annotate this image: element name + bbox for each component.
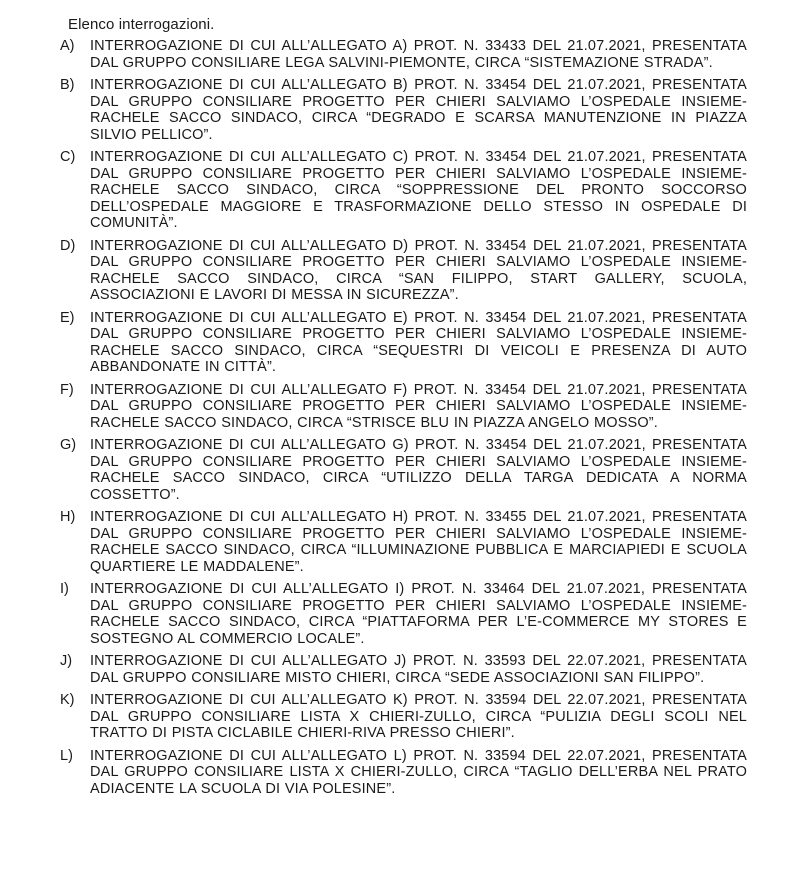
item-text: INTERROGAZIONE DI CUI ALL’ALLEGATO E) PROT. N. 33454 DEL 21.07.2021, PRESENTATA DAL GRUPPO CONSILIARE PROGETTO PER CHIERI SALVIAMO L’OSPEDALE INSIEME-RACHELE SACCO SINDACO, CIRCA “SEQUESTRI DI VEICOLI E PRESENZA DI AUTO ABBANDONATE IN CITTÀ”.: [90, 309, 747, 375]
item-text: INTERROGAZIONE DI CUI ALL’ALLEGATO K) PROT. N. 33594 DEL 22.07.2021, PRESENTATA DAL GRUPPO CONSILIARE LISTA X CHIERI-ZULLO, CIRCA “PULIZIA DEGLI SCOLI NEL TRATTO DI PISTA CICLABILE CHIERI-RIVA PRESSO CHIERI”.: [90, 692, 747, 741]
document-heading: Elenco interrogazioni.: [68, 16, 215, 33]
item-text: INTERROGAZIONE DI CUI ALL’ALLEGATO I) PROT. N. 33464 DEL 21.07.2021, PRESENTATA DAL GRUPPO CONSILIARE PROGETTO PER CHIERI SALVIAMO L’OSPEDALE INSIEME-RACHELE SACCO SINDACO, CIRCA “PIATTAFORMA PER L’E-COMMERCE MY STORES E SOSTEGNO AL COMMERCIO LOCALE”.: [90, 581, 747, 647]
item-marker: A): [60, 38, 75, 54]
item-marker: L): [60, 747, 73, 764]
item-marker: K): [60, 692, 75, 708]
item-marker: C): [60, 149, 76, 165]
list-item: [60, 149, 747, 232]
item-marker: G): [60, 437, 77, 453]
list-item: [60, 653, 747, 686]
item-marker: D): [60, 237, 76, 254]
item-marker: H): [60, 509, 76, 525]
list-item: [60, 509, 747, 575]
list-item: [60, 38, 747, 71]
list-item: [60, 748, 747, 798]
item-text: INTERROGAZIONE DI CUI ALL’ALLEGATO H) PROT. N. 33455 DEL 21.07.2021, PRESENTATA DAL GRUPPO CONSILIARE PROGETTO PER CHIERI SALVIAMO L’OSPEDALE INSIEME-RACHELE SACCO SINDACO, CIRCA “ILLUMINAZIONE PUBBLICA E MARCIAPIEDI E SCUOLA QUARTIERE LE MADDALENE”.: [90, 509, 747, 575]
item-text: INTERROGAZIONE DI CUI ALL’ALLEGATO L) PROT. N. 33594 DEL 22.07.2021, PRESENTATA DAL GRUPPO CONSILIARE LISTA X CHIERI-ZULLO, CIRCA “TAGLIO DELL’ERBA NEL PRATO ADIACENTE LA SCUOLA DI VIA POLESINE”.: [90, 747, 747, 797]
item-marker: F): [60, 381, 74, 398]
list-item: [60, 437, 747, 503]
item-text: INTERROGAZIONE DI CUI ALL’ALLEGATO G) PROT. N. 33454 DEL 21.07.2021, PRESENTATA DAL GRUPPO CONSILIARE PROGETTO PER CHIERI SALVIAMO L’OSPEDALE INSIEME-RACHELE SACCO SINDACO, CIRCA “UTILIZZO DELLA TARGA DEDICATA A NORMA COSSETTO”.: [90, 437, 747, 503]
list-item: [60, 382, 747, 432]
list-item: [60, 692, 747, 742]
item-text: INTERROGAZIONE DI CUI ALL’ALLEGATO B) PROT. N. 33454 DEL 21.07.2021, PRESENTATA DAL GRUPPO CONSILIARE PROGETTO PER CHIERI SALVIAMO L’OSPEDALE INSIEME-RACHELE SACCO SINDACO, CIRCA “DEGRADO E SCARSA MANUTENZIONE IN PIAZZA SILVIO PELLICO”.: [90, 77, 747, 143]
item-marker: I): [60, 581, 69, 597]
item-text: INTERROGAZIONE DI CUI ALL’ALLEGATO C) PROT. N. 33454 DEL 21.07.2021, PRESENTATA DAL GRUPPO CONSILIARE PROGETTO PER CHIERI SALVIAMO L’OSPEDALE INSIEME-RACHELE SACCO SINDACO, CIRCA “SOPPRESSIONE DEL PRONTO SOCCORSO DELL’OSPEDALE MAGGIORE E TRASFORMAZIONE DELLO STESSO IN OSPEDALE DI COMUNITÀ”.: [90, 149, 747, 231]
list-item: [60, 77, 747, 143]
item-marker: J): [60, 653, 73, 669]
item-marker: E): [60, 309, 75, 326]
item-text: INTERROGAZIONE DI CUI ALL’ALLEGATO J) PROT. N. 33593 DEL 22.07.2021, PRESENTATA DAL GRUPPO CONSILIARE MISTO CHIERI, CIRCA “SEDE ASSOCIAZIONI SAN FILIPPO”.: [90, 653, 747, 686]
list-item: [60, 581, 747, 647]
item-text: INTERROGAZIONE DI CUI ALL’ALLEGATO A) PROT. N. 33433 DEL 21.07.2021, PRESENTATA DAL GRUPPO CONSILIARE LEGA SALVINI-PIEMONTE, CIRCA “SISTEMAZIONE STRADA”.: [90, 38, 747, 71]
item-text: INTERROGAZIONE DI CUI ALL’ALLEGATO D) PROT. N. 33454 DEL 21.07.2021, PRESENTATA DAL GRUPPO CONSILIARE PROGETTO PER CHIERI SALVIAMO L’OSPEDALE INSIEME-RACHELE SACCO SINDACO, CIRCA “SAN FILIPPO, START GALLERY, SCUOLA, ASSOCIAZIONI E LAVORI DI MESSA IN SICUREZZA”.: [90, 237, 747, 303]
item-text: INTERROGAZIONE DI CUI ALL’ALLEGATO F) PROT. N. 33454 DEL 21.07.2021, PRESENTATA DAL GRUPPO CONSILIARE PROGETTO PER CHIERI SALVIAMO L’OSPEDALE INSIEME-RACHELE SACCO SINDACO, CIRCA “STRISCE BLU IN PIAZZA ANGELO MOSSO”.: [90, 381, 747, 431]
item-marker: B): [60, 77, 75, 93]
interrogation-list: [60, 38, 747, 797]
list-item: [60, 238, 747, 304]
list-item: [60, 310, 747, 376]
